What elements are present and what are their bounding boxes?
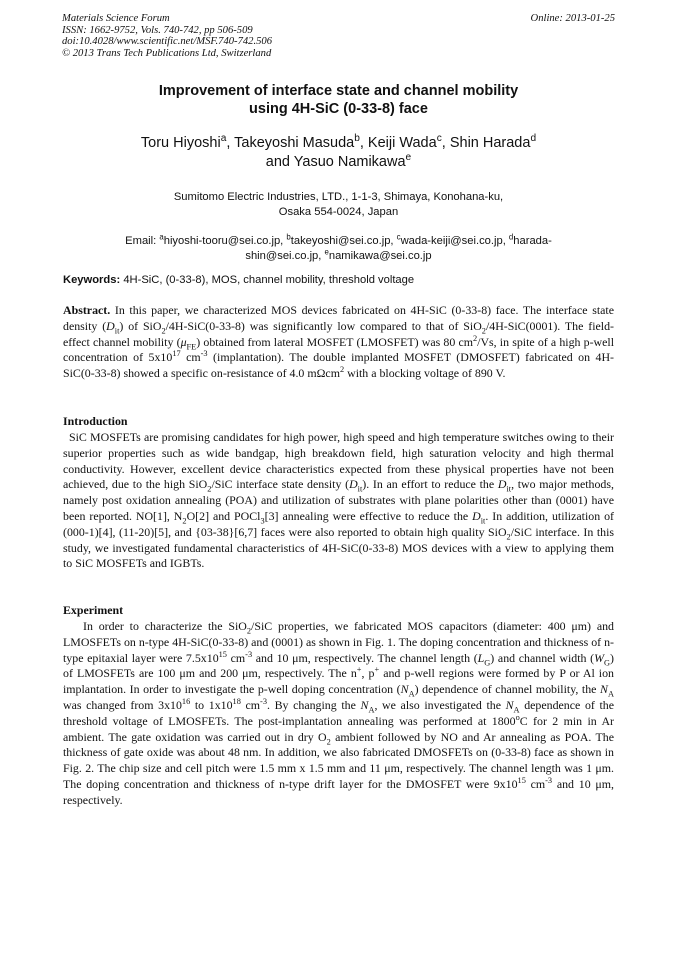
copyright-line: © 2013 Trans Tech Publications Ltd, Switzerland xyxy=(62,47,272,59)
author-name: Toru Hiyoshi xyxy=(140,135,221,151)
affil-mark: d xyxy=(530,133,537,145)
text-run: /SiC interface state density ( xyxy=(211,477,350,492)
superscript: -3 xyxy=(245,649,253,659)
affil-mark: b xyxy=(354,133,360,145)
text-run: ) of SiO xyxy=(119,318,162,333)
text-run: and 10 μm, respectively. The channel length ( xyxy=(252,650,478,665)
text-run: /Vs, in spite of a high p-well concentration of 5x10 xyxy=(63,334,614,365)
subscript: 2 xyxy=(246,626,252,636)
superscript: 18 xyxy=(232,697,241,707)
text-run: cm xyxy=(180,350,201,365)
symbol: W xyxy=(594,650,605,665)
email-address[interactable]: namikawa@sei.co.jp xyxy=(328,250,432,262)
text-run: (implantation). The double implanted MOSFET (DMOSFET) fabricated on 4H-SiC(0-33-8) showed a specific on-resistance of 4.0 mΩcm xyxy=(63,350,614,381)
abstract-label: Abstract. xyxy=(63,303,111,317)
affiliation xyxy=(62,190,615,220)
symbol: D xyxy=(349,477,358,492)
symbol: N xyxy=(360,697,369,712)
text-run: ) and channel width ( xyxy=(490,650,595,665)
subscript: A xyxy=(368,705,375,715)
subscript: G xyxy=(604,657,611,667)
superscript: + xyxy=(356,665,362,675)
section-heading-introduction: Introduction xyxy=(63,414,128,428)
affiliation-line-1: Sumitomo Electric Industries, LTD., 1-1-3, Shimaya, Konohana-ku, xyxy=(173,191,504,203)
symbol: L xyxy=(477,650,485,665)
author-list: Toru Hiyoshi$^a$, Takeyoshi Masuda$^b$, Keiji Wada$^c$, Shin Harada$^d$ and Yasuo Namikawa$^e$ xyxy=(140,133,537,170)
affil-mark: b xyxy=(286,232,291,242)
author-name: Takeyoshi Masuda xyxy=(234,135,355,151)
affil-mark: e xyxy=(405,152,412,164)
text-run: , p xyxy=(361,666,375,681)
subscript: 2 xyxy=(481,326,486,336)
affil-mark: a xyxy=(220,133,227,145)
symbol: D xyxy=(497,477,507,492)
experiment-paragraph xyxy=(63,619,614,809)
symbol: N xyxy=(600,682,608,697)
journal-header xyxy=(62,13,272,59)
subscript: A xyxy=(607,689,614,699)
superscript: -3 xyxy=(200,349,208,359)
text-run: cm xyxy=(226,650,246,665)
abstract-paragraph xyxy=(63,303,614,382)
affiliation-line-2: Osaka 554-0024, Japan xyxy=(278,206,399,218)
text-run: . By changing the xyxy=(266,697,361,712)
online-date: Online: 2013-01-25 xyxy=(530,13,615,24)
subscript: it xyxy=(506,484,512,494)
subscript: 2 xyxy=(326,736,331,746)
email-address[interactable]: wada-keiji@sei.co.jp, xyxy=(400,235,506,247)
symbol: D xyxy=(472,508,481,523)
text-run: /SiC properties, we fabricated MOS capacitors (diameter: 400 μm) and LMOSFETs on n-type 4H-SiC(0-33-8) and (0001) as shown in Fig. 1. The doping concentration and thickness of n-type epitaxial layer were 7.5x10 xyxy=(63,619,614,665)
subscript: it xyxy=(114,326,120,336)
superscript: -3 xyxy=(260,697,267,707)
subscript: 2 xyxy=(207,484,212,494)
text-run: ) of LMOSFETs are 100 μm and 200 μm, respectively. The n xyxy=(63,650,614,681)
superscript: + xyxy=(374,665,380,675)
email-address[interactable]: takeyoshi@sei.co.jp, xyxy=(290,235,394,247)
superscript: 2 xyxy=(472,333,478,343)
subscript: 2 xyxy=(506,532,511,542)
introduction-paragraph xyxy=(63,430,614,572)
author-name: Shin Harada xyxy=(449,135,531,151)
text-run: dependence of the threshold voltage of LMOSFETs. The post-implantation annealing was performed at 1800 xyxy=(63,697,615,728)
superscript: 15 xyxy=(218,649,227,659)
subscript: G xyxy=(484,657,491,667)
text-run: SiC MOSFETs are promising candidates for high power, high speed and high temperature switches owing to their superior properties such as wide bandgap, high breakdown field, high saturation velocity and high thermal conductivity. However, excellent device characteristics expected from these physical properties have not been achieved, due to the high SiO xyxy=(63,430,614,492)
text-run: , two major methods, namely post oxidation annealing (POA) and utilization of substrates with plane polarities other than (0001) have been reported. NO[1], N xyxy=(63,477,614,523)
email-block xyxy=(62,234,615,264)
subscript: 2 xyxy=(182,516,187,526)
subscript: it xyxy=(357,484,363,494)
text-run: , we also investigated the xyxy=(374,697,506,712)
text-run: to 1x10 xyxy=(190,697,233,712)
subscript: FE xyxy=(186,341,197,351)
text-run: with a blocking voltage of 890 V. xyxy=(344,366,506,381)
affil-mark: d xyxy=(508,232,514,242)
text-run: ) obtained from lateral MOSFET (LMOSFET) was 80 cm xyxy=(196,334,473,349)
symbol: N xyxy=(400,682,409,697)
text-run: ). In an effort to reduce the xyxy=(362,477,498,492)
author-name: Keiji Wada xyxy=(367,135,437,151)
email-label: Email: xyxy=(125,235,157,247)
text-run: [3] annealing were effective to reduce the xyxy=(264,508,473,523)
text-run: cm xyxy=(240,697,261,712)
text-run: and 10 μm, respectively. xyxy=(63,776,614,807)
text-run: cm xyxy=(525,776,546,791)
affil-mark: a xyxy=(159,232,164,242)
text-run: /4H-SiC(0001). The field-effect channel mobility ( xyxy=(63,318,614,349)
issn-line: ISSN: 1662-9752, Vols. 740-742, pp 506-509 xyxy=(62,24,253,36)
keywords-text: 4H-SiC, (0-33-8), MOS, channel mobility, threshold voltage xyxy=(123,274,415,286)
title-line-2: using 4H-SiC (0-33-8) face xyxy=(249,101,428,117)
symbol: D xyxy=(106,318,115,333)
text-run: C for 2 min in Ar ambient. The gate oxidation was carried out in dry O xyxy=(63,713,614,744)
section-heading-experiment: Experiment xyxy=(63,603,124,617)
text-run: and p-well regions were formed by P or Al ion implantation. In order to investigate the p-well doping concentration ( xyxy=(63,666,614,697)
affil-mark: c xyxy=(436,133,442,145)
and-word: and xyxy=(265,154,290,170)
title-line-1: Improvement of interface state and channel mobility xyxy=(158,83,519,99)
keywords xyxy=(63,273,616,288)
affil-mark: c xyxy=(396,232,401,242)
journal-name: Materials Science Forum xyxy=(62,13,170,24)
text-run: In order to characterize the SiO xyxy=(83,619,247,633)
text-run: ) dependence of channel mobility, the xyxy=(414,682,601,697)
author-name: Yasuo Namikawa xyxy=(293,154,406,170)
affil-mark: e xyxy=(324,247,329,257)
paper-title xyxy=(62,82,615,118)
superscript: 16 xyxy=(181,697,191,707)
symbol: N xyxy=(505,697,514,712)
text-run: O[2] and POCl xyxy=(186,508,261,523)
superscript: -3 xyxy=(545,776,553,785)
subscript: A xyxy=(408,689,415,699)
subscript: A xyxy=(513,705,520,715)
text-run: was changed from 3x10 xyxy=(63,697,182,712)
text-run: ambient followed by NO and Ar annealing as POA. The thickness of gate oxide was about 48 nm. In addition, we also fabricated DMOSFETs on (0-33-8) face as shown in Fig. 2. The chip size and cell pitch were 1.5 mm x 1.5 mm and 11 μm, respectively. The channel length was 1 μm. The doping concentration and thickness of n-type drift layer for the DMOSFET were 9x10 xyxy=(63,729,614,791)
text-run: . In addition, utilization of (000-1)[4], (11-20)[5], and {03-38}[6,7] faces were also reported to obtain high quality SiO xyxy=(63,508,614,539)
subscript: 2 xyxy=(161,326,166,336)
superscript: 17 xyxy=(172,349,181,359)
email-address[interactable]: hiyoshi-tooru@sei.co.jp, xyxy=(163,235,284,247)
text-run: /SiC interface. In this study, we investigated fundamental characteristics of 4H-SiC(0-33-8) MOS devices with a view to applying them to SiC MOSFETs and IGBTs. xyxy=(63,524,614,571)
text-run: In this paper, we characterized MOS devices fabricated on 4H-SiC (0-33-8) face. The interface state density ( xyxy=(63,303,614,333)
doi-line: doi:10.4028/www.scientific.net/MSF.740-742.506 xyxy=(62,36,272,48)
email-address[interactable]: shin@sei.co.jp, xyxy=(245,250,322,262)
subscript: it xyxy=(480,516,486,526)
superscript: o xyxy=(515,712,520,722)
keywords-label: Keywords: xyxy=(63,274,121,286)
symbol: μ xyxy=(180,334,187,349)
text-run: /4H-SiC(0-33-8) was significantly low compared to that of SiO xyxy=(165,318,482,333)
email-address[interactable]: harada- xyxy=(513,235,552,247)
subscript: 3 xyxy=(260,516,265,526)
superscript: 15 xyxy=(517,776,526,785)
superscript: 2 xyxy=(339,365,345,375)
